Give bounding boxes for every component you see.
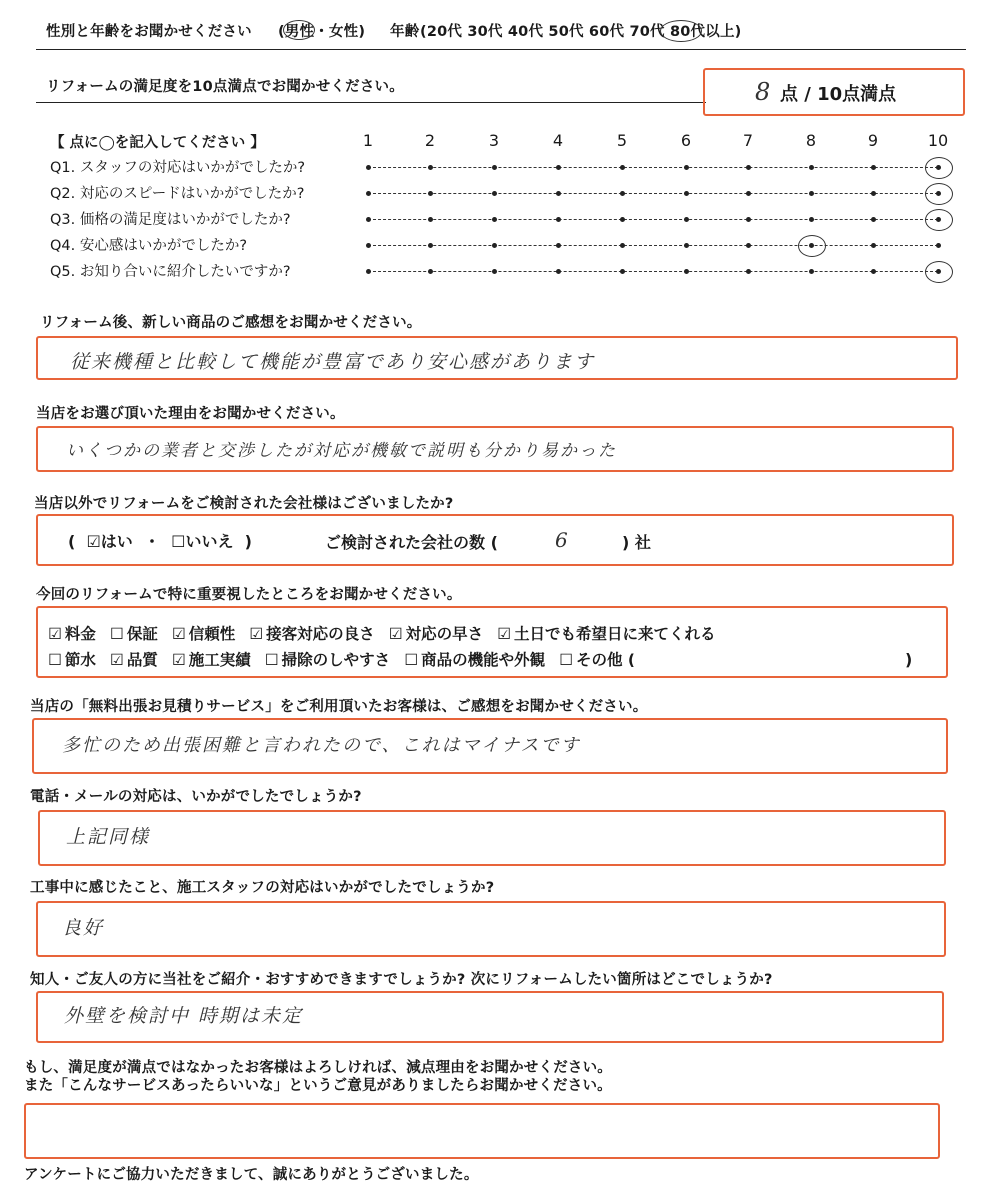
rating-dot[interactable] <box>366 269 371 274</box>
priority-option-label: 土日でも希望日に来てくれる <box>514 625 716 643</box>
rating-dot[interactable] <box>492 165 497 170</box>
impression-label: リフォーム後、新しい商品のご感想をお聞かせください。 <box>40 315 422 331</box>
free-estimate-label: 当店の「無料出張お見積りサービス」をご利用頂いたお客様は、ご感想をお聞かせください。 <box>30 699 648 715</box>
no-checkbox[interactable]: ☐ <box>171 532 186 551</box>
age-label: 年齢 <box>390 24 420 40</box>
rating-dot[interactable] <box>492 269 497 274</box>
empty-box-icon: ☐ <box>109 625 124 643</box>
company-count-label: ご検討された会社の数 ( <box>325 533 498 552</box>
impression-answer: 従来機種と比較して機能が豊富であり安心感があります <box>70 351 596 373</box>
phone-mail-box <box>38 810 946 866</box>
rating-dot[interactable] <box>684 165 689 170</box>
empty-box-icon: ☐ <box>404 651 419 669</box>
rating-dot[interactable] <box>556 165 561 170</box>
rating-dot[interactable] <box>871 269 876 274</box>
rating-dot[interactable] <box>620 165 625 170</box>
priority-option[interactable] <box>404 651 545 669</box>
construction-label: 工事中に感じたこと、施工スタッフの対応はいかがでしたでしょうか? <box>30 880 495 896</box>
priority-option-label: 品質 <box>126 651 158 669</box>
open-paren: ( <box>68 532 87 551</box>
priorities-label: 今回のリフォームで特に重要視したところをお聞かせください。 <box>36 587 462 603</box>
scale-number: 4 <box>552 131 564 150</box>
priority-option-label: 保証 <box>126 625 158 643</box>
rating-dot[interactable] <box>746 269 751 274</box>
rating-dot[interactable] <box>556 269 561 274</box>
other-close-paren: ) <box>905 650 913 669</box>
rating-question-label: Q3. 価格の満足度はいかがでしたか? <box>50 212 291 228</box>
rating-dot[interactable] <box>620 217 625 222</box>
priority-option-label: 施工実績 <box>188 651 251 669</box>
priority-option-label: 対応の早さ <box>405 625 484 643</box>
rating-selected-circle <box>925 261 953 283</box>
priority-option[interactable] <box>48 625 96 643</box>
priority-option[interactable] <box>497 625 715 643</box>
checked-box-icon: ☑ <box>109 651 124 669</box>
free-estimate-answer: 多忙のため出張困難と言われたので、これはマイナスです <box>62 735 581 756</box>
rating-line <box>368 193 938 194</box>
checked-box-icon: ☑ <box>171 651 186 669</box>
rating-dot[interactable] <box>556 243 561 248</box>
priority-option[interactable] <box>559 651 635 669</box>
rating-dot[interactable] <box>366 165 371 170</box>
rating-dot[interactable] <box>746 165 751 170</box>
improvement-label-1: もし、満足度が満点ではなかったお客様はよろしければ、減点理由をお聞かせください。 <box>24 1060 612 1076</box>
priority-option[interactable] <box>249 625 374 643</box>
scale-number: 2 <box>424 131 436 150</box>
yes-label: はい <box>100 532 133 551</box>
rating-dot[interactable] <box>366 191 371 196</box>
scale-number: 10 <box>927 131 949 150</box>
rating-selected-circle <box>925 183 953 205</box>
rating-dot[interactable] <box>809 269 814 274</box>
rating-line <box>368 245 938 246</box>
rating-dot[interactable] <box>428 217 433 222</box>
checked-box-icon: ☑ <box>388 625 403 643</box>
other-companies-row: ( ☑はい ・ ☐いいえ ) <box>68 532 252 551</box>
priority-option-label: 料金 <box>64 625 96 643</box>
scale-number: 3 <box>488 131 500 150</box>
improvement-label-2: また「こんなサービスあったらいいな」というご意見がありましたらお聞かせください。 <box>24 1078 612 1094</box>
scale-number: 7 <box>742 131 754 150</box>
checked-box-icon: ☑ <box>171 625 186 643</box>
satisfaction-label: リフォームの満足度を10点満点でお聞かせください。 <box>46 79 404 95</box>
rating-question-label: Q2. 対応のスピードはいかがでしたか? <box>50 186 305 202</box>
referral-label: 知人・ご友人の方に当社をご紹介・おすすめできますでしょうか? 次にリフォームしたい箇所はどこでしょうか? <box>30 972 773 988</box>
rating-dot[interactable] <box>492 217 497 222</box>
rating-line <box>368 219 938 220</box>
phone-mail-answer: 上記同様 <box>66 826 151 848</box>
header-rule <box>36 49 966 50</box>
empty-box-icon: ☐ <box>559 651 574 669</box>
priority-option[interactable] <box>172 625 235 643</box>
rating-selected-circle <box>925 209 953 231</box>
priority-option[interactable] <box>172 651 251 669</box>
rating-dot[interactable] <box>684 217 689 222</box>
rating-line <box>368 167 938 168</box>
rating-dot[interactable] <box>428 243 433 248</box>
rating-question-label: Q1. スタッフの対応はいかがでしたか? <box>50 160 306 176</box>
rating-dot[interactable] <box>556 191 561 196</box>
scale-number: 8 <box>805 131 817 150</box>
rating-dot[interactable] <box>428 269 433 274</box>
priorities-row-1 <box>48 622 730 644</box>
rating-dot[interactable] <box>428 165 433 170</box>
company-count-value: 6 <box>555 528 570 552</box>
reason-answer: いくつかの業者と交渉したが対応が機敏で説明も分かり易かった <box>66 441 617 461</box>
gender-age-label: 性別と年齢をお聞かせください <box>46 24 252 40</box>
rating-dot[interactable] <box>936 243 941 248</box>
rating-dot[interactable] <box>809 191 814 196</box>
checked-box-icon: ☑ <box>249 625 264 643</box>
priority-option-label: 節水 <box>64 651 96 669</box>
rating-selected-circle <box>925 157 953 179</box>
rating-dot[interactable] <box>684 243 689 248</box>
priority-option-label: 接客対応の良さ <box>266 625 375 643</box>
rating-dot[interactable] <box>871 191 876 196</box>
rating-dot[interactable] <box>366 217 371 222</box>
rating-dot[interactable] <box>871 217 876 222</box>
rating-dot[interactable] <box>809 165 814 170</box>
score-handwritten: 8 <box>755 78 773 106</box>
priority-option[interactable] <box>110 625 158 643</box>
rating-question-label: Q4. 安心感はいかがでしたか? <box>50 238 248 254</box>
footer-text: アンケートにご協力いただきまして、誠にありがとうございました。 <box>24 1167 479 1183</box>
ratings-instruction: 【 点に◯を記入してください 】 <box>50 135 265 151</box>
priority-option[interactable] <box>110 651 158 669</box>
reason-label: 当店をお選び頂いた理由をお聞かせください。 <box>36 406 345 422</box>
rating-dot[interactable] <box>809 217 814 222</box>
rating-dot[interactable] <box>684 269 689 274</box>
company-count-suffix: ) 社 <box>622 533 651 552</box>
priorities-row-2 <box>48 648 649 670</box>
rating-dot[interactable] <box>746 243 751 248</box>
priority-option[interactable] <box>389 625 483 643</box>
rating-dot[interactable] <box>620 191 625 196</box>
rating-dot[interactable] <box>871 165 876 170</box>
age-selection-mark <box>660 20 702 42</box>
rating-dot[interactable] <box>556 217 561 222</box>
rating-dot[interactable] <box>492 243 497 248</box>
checked-box-icon: ☑ <box>497 625 512 643</box>
referral-answer: 外壁を検討中 時期は未定 <box>64 1005 304 1027</box>
scale-number: 5 <box>616 131 628 150</box>
priority-option-label: 商品の機能や外観 <box>421 651 546 669</box>
rating-dot[interactable] <box>746 217 751 222</box>
construction-box <box>36 901 946 957</box>
empty-box-icon: ☐ <box>264 651 279 669</box>
gender-options: (男性・女性) <box>278 24 366 40</box>
no-label: いいえ <box>185 532 234 551</box>
other-companies-label: 当店以外でリフォームをご検討された会社様はございましたか? <box>34 496 454 512</box>
phone-mail-label: 電話・メールの対応は、いかがでしたでしょうか? <box>30 789 362 805</box>
rating-dot[interactable] <box>871 243 876 248</box>
rating-dot[interactable] <box>366 243 371 248</box>
age-options: (20代 30代 40代 50代 60代 70代 80代以上) <box>420 24 742 40</box>
priority-option[interactable] <box>265 651 390 669</box>
priority-option-label: その他 ( <box>576 651 635 669</box>
rating-dot[interactable] <box>428 191 433 196</box>
priority-option[interactable] <box>48 651 96 669</box>
scale-number: 9 <box>867 131 879 150</box>
priority-option-label: 掃除のしやすさ <box>281 651 391 669</box>
rating-dot[interactable] <box>620 269 625 274</box>
rating-dot[interactable] <box>620 243 625 248</box>
scale-number: 6 <box>680 131 692 150</box>
rating-question-label: Q5. お知り合いに紹介したいですか? <box>50 264 291 280</box>
improvement-box <box>24 1103 940 1159</box>
empty-box-icon: ☐ <box>48 651 62 669</box>
rating-line <box>368 271 938 272</box>
rating-selected-circle <box>798 235 826 257</box>
satisfaction-rule <box>36 102 706 103</box>
rating-dot[interactable] <box>492 191 497 196</box>
scale-number: 1 <box>362 131 374 150</box>
priority-option-label: 信頼性 <box>188 625 236 643</box>
gender-selection-mark <box>283 20 315 40</box>
score-suffix: 点 / 10点満点 <box>780 84 897 105</box>
checked-box-icon: ☑ <box>48 625 62 643</box>
construction-answer: 良好 <box>62 917 105 939</box>
rating-dot[interactable] <box>746 191 751 196</box>
yes-checkbox[interactable]: ☑ <box>86 532 101 551</box>
rating-dot[interactable] <box>684 191 689 196</box>
